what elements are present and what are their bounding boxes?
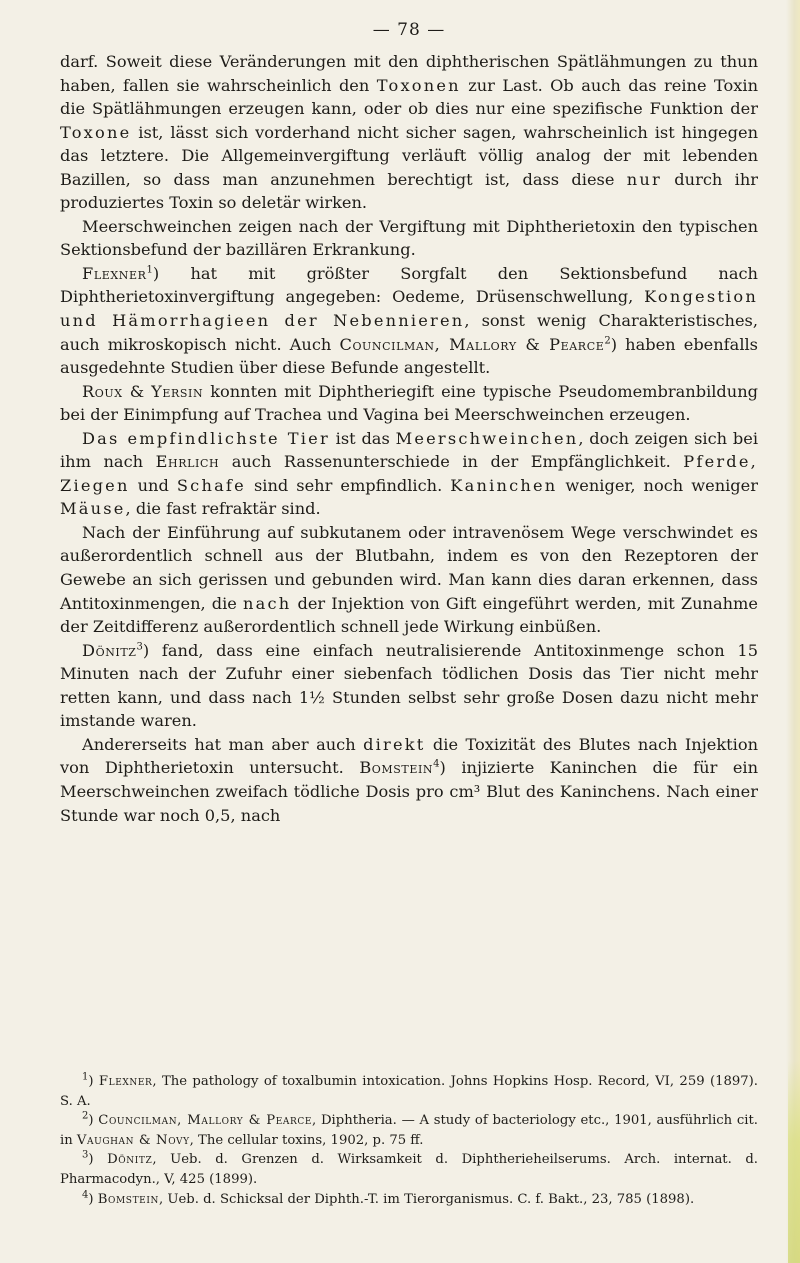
author-name: Dönitz bbox=[82, 640, 137, 660]
text-run: , die fast refraktär sind. bbox=[125, 499, 321, 519]
spaced-emphasis: Das empfindlichste Tier bbox=[82, 428, 330, 448]
text-run: ) bbox=[88, 1113, 99, 1129]
text-run: die Toxizität des Blutes nach Injektion von Diphtherietoxin untersucht. bbox=[60, 734, 758, 778]
text-run: ist das bbox=[329, 428, 396, 448]
text-run: , sonst wenig Charakteristisches, auch mikroskopisch nicht. Auch bbox=[60, 311, 758, 354]
author-name: Councilman, Mallory & Pearce bbox=[98, 1113, 313, 1129]
text-run: der Injektion von Gift eingeführt werden, mit Zunahme der Zeitdifferenz außerordentlich schnell jede Wirkung einbüßen. bbox=[60, 593, 758, 637]
footnote-ref: 4 bbox=[82, 1189, 89, 1201]
footnote-ref: 2 bbox=[604, 335, 611, 347]
text-run: auch Rassenunterschiede in der Empfänglichkeit. bbox=[219, 452, 684, 472]
text-run: ) injizierte Kaninchen die für ein Meerschweinchen zweifach tödliche Dosis pro cm³ Blut des Kaninchens. Nach einer Stunde war noch 0,5, nach bbox=[60, 758, 758, 825]
author-name: Flexner bbox=[98, 1074, 153, 1089]
body-paragraph bbox=[60, 262, 758, 380]
author-name: Yersin bbox=[151, 381, 204, 401]
body-paragraph bbox=[60, 380, 758, 427]
text-run: ) bbox=[88, 1152, 108, 1168]
text-run: weniger, noch weniger bbox=[557, 475, 758, 495]
footnote-ref: 1 bbox=[146, 264, 153, 276]
spaced-emphasis: Mäuse bbox=[60, 499, 126, 519]
author-name: Flexner bbox=[82, 263, 147, 283]
text-run: durch ihr produziertes Toxin so deletär wirken. bbox=[60, 169, 758, 213]
author-name: Bomstein bbox=[359, 758, 434, 778]
page-edge-stain bbox=[788, 1060, 800, 1263]
author-name: Roux bbox=[82, 381, 123, 401]
author-name: Vaughan & Novy bbox=[76, 1132, 190, 1148]
spaced-emphasis: nach bbox=[243, 593, 292, 613]
body-text bbox=[60, 50, 758, 827]
spaced-emphasis: und Hämorrhagieen der Nebennieren bbox=[60, 311, 465, 331]
text-run: Meerschweinchen zeigen nach der Vergiftung mit Diphtherietoxin den typischen Sektionsbefund der bazillären Erkrankung. bbox=[60, 216, 758, 260]
footnote bbox=[60, 1072, 758, 1111]
text-run: , Diphtheria. — A study of bacteriology etc., 1901, ausführlich cit. in bbox=[60, 1113, 758, 1148]
body-paragraph bbox=[60, 733, 758, 827]
text-run: ) fand, dass eine einfach neutralisierende Antitoxinmenge schon 15 Minuten nach der Zufuhr einer siebenfach tödlichen Dosis das Tier nicht mehr retten kann, und dass nach 1½ Stunden selbst sehr große Dosen dazu nicht mehr imstande waren. bbox=[60, 640, 758, 731]
text-run: sind sehr empfindlich. bbox=[245, 475, 451, 495]
footnote-ref: 3 bbox=[82, 1149, 89, 1161]
footnote bbox=[60, 1150, 758, 1189]
footnote-ref: 4 bbox=[433, 759, 440, 771]
text-run: zur Last. Ob auch das reine Toxin die Spätlähmungen erzeugen kann, oder ob dies nur eine spezifische Funktion der bbox=[60, 75, 758, 119]
footnote-ref: 3 bbox=[136, 641, 143, 653]
spaced-emphasis: Pferde, Ziegen bbox=[60, 452, 758, 495]
text-run: konnten mit Diphtheriegift eine typische Pseudomembranbildung bei der Einimpfung auf Trachea und Vagina bei Meerschweinchen erzeugen. bbox=[60, 381, 759, 425]
footnote bbox=[60, 1111, 758, 1150]
body-paragraph bbox=[60, 215, 758, 262]
text-run: ) bbox=[88, 1074, 99, 1089]
text-run: , Ueb. d. Schicksal der Diphth.-T. im Tierorganismus. C. f. Bakt., 23, 785 (1898). bbox=[158, 1191, 695, 1207]
footnote bbox=[60, 1190, 758, 1210]
body-paragraph bbox=[60, 639, 758, 733]
text-run: Nach der Einführung auf subkutanem oder intravenösem Wege verschwindet es außerordentlich schnell aus der Blutbahn, indem es von den Rezeptoren der Gewebe an sich gerissen und gebunden wird. Man kann dies daran erkennen, dass Antitoxinmengen, die bbox=[60, 522, 758, 613]
author-name: Bomstein bbox=[97, 1191, 159, 1207]
text-run: , The cellular toxins, 1902, p. 75 ff. bbox=[189, 1132, 424, 1148]
text-run: darf. Soweit diese Veränderungen mit den diphtherischen Spätlähmungen zu thun haben, fallen sie wahrscheinlich den bbox=[60, 52, 758, 95]
text-run: und bbox=[129, 475, 177, 495]
body-paragraph bbox=[60, 521, 758, 639]
body-paragraph bbox=[60, 50, 758, 215]
body-paragraph bbox=[60, 427, 758, 521]
spaced-emphasis: Meerschweinchen bbox=[395, 428, 579, 448]
spaced-emphasis: Kaninchen bbox=[450, 475, 558, 495]
author-name: Dönitz bbox=[107, 1152, 153, 1168]
page-number: — 78 — bbox=[372, 20, 446, 40]
text-run: , The pathology of toxalbumin intoxication. Johns Hopkins Hosp. Record, VI, 259 (1897). S. A. bbox=[60, 1074, 758, 1109]
text-run: , doch zeigen sich bei ihm nach bbox=[60, 428, 759, 472]
spaced-emphasis: direkt bbox=[363, 734, 426, 754]
text-run: , Ueb. d. Grenzen d. Wirksamkeit d. Diphtherieheilserums. Arch. internat. d. Pharmacodyn., V, 425 (1899). bbox=[60, 1152, 758, 1187]
spaced-emphasis: Toxonen bbox=[376, 75, 461, 95]
text-run: Andererseits hat man aber auch bbox=[82, 734, 364, 754]
text-run: ) haben ebenfalls ausgedehnte Studien über diese Befunde angestellt. bbox=[60, 334, 758, 378]
author-name: Ehrlich bbox=[155, 452, 220, 472]
text-run: & bbox=[122, 381, 152, 401]
text-run: ) bbox=[88, 1191, 98, 1207]
spaced-emphasis: nur bbox=[626, 169, 662, 189]
book-page bbox=[60, 0, 758, 1263]
text-run: ist, lässt sich vorderhand nicht sicher sagen, wahrscheinlich ist hingegen das letztere. Die Allgemeinvergiftung verläuft völlig analog der mit lebenden Bazillen, so dass man anzunehmen berechtigt ist, dass diese bbox=[60, 122, 758, 189]
spaced-emphasis: Toxone bbox=[60, 122, 132, 142]
footnote-ref: 1 bbox=[82, 1071, 89, 1083]
footnote-ref: 2 bbox=[82, 1110, 89, 1122]
footnotes bbox=[60, 1072, 758, 1209]
spaced-emphasis: Kongestion bbox=[644, 287, 758, 307]
spaced-emphasis: Schafe bbox=[176, 475, 246, 495]
author-name: Councilman, Mallory & Pearce bbox=[339, 334, 605, 354]
text-run: ) hat mit größter Sorgfalt den Sektionsbefund nach Diphtherietoxinvergiftung angegeben: Oedeme, Drüsenschwellung, bbox=[60, 263, 758, 307]
